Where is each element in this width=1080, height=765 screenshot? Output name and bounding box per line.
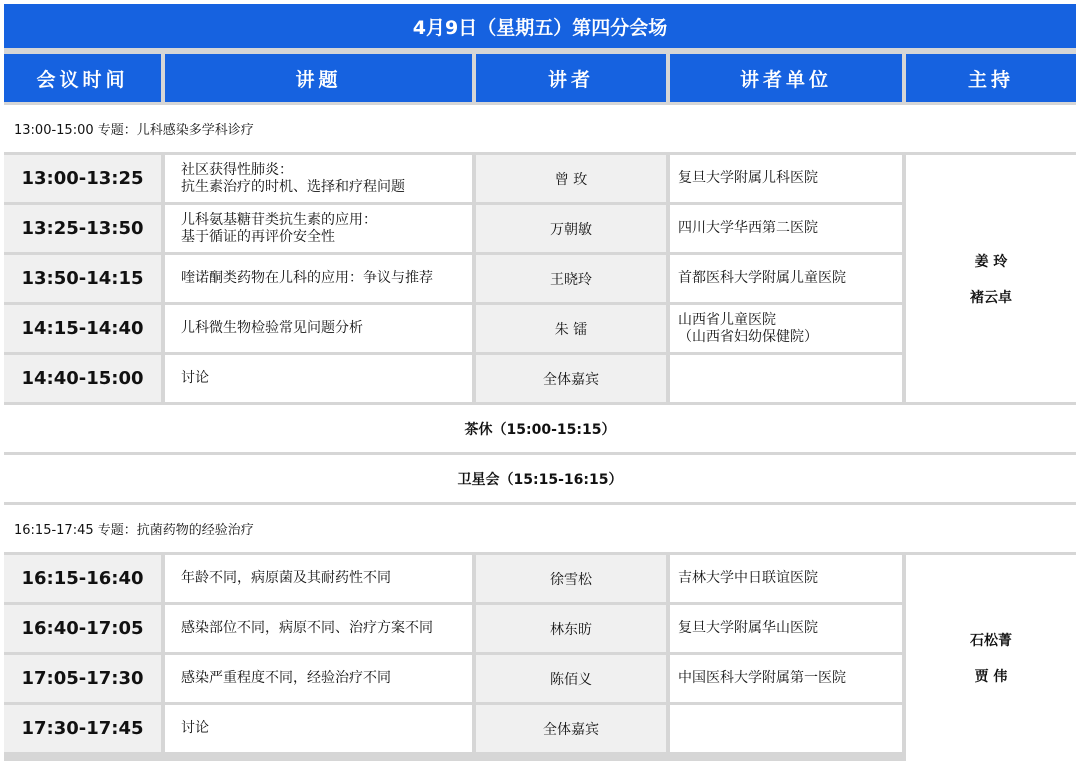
tea-break: 茶休（15:00-15:15） — [4, 405, 1076, 452]
speaker-name: 曾 玫 — [476, 155, 666, 202]
talk-topic — [165, 705, 472, 752]
session-time: 16:15-16:40 — [4, 555, 161, 602]
session-time: 14:40-15:00 — [4, 355, 161, 402]
topic-line: 感染部位不同，病原不同、治疗方案不同 — [181, 620, 433, 636]
session2-label: 16:15-17:45 专题：抗菌药物的经验治疗 — [4, 505, 1076, 552]
speaker-name: 朱 镭 — [476, 305, 666, 352]
speaker-name: 林东昉 — [476, 605, 666, 652]
speaker-name: 王晓玲 — [476, 255, 666, 302]
unit-line: 首都医科大学附属儿童医院 — [678, 270, 846, 286]
session-time: 16:40-17:05 — [4, 605, 161, 652]
talk-topic — [165, 205, 472, 252]
speaker-unit — [670, 155, 902, 202]
session-time: 13:25-13:50 — [4, 205, 161, 252]
speaker-unit — [670, 305, 902, 352]
topic-line: 社区获得性肺炎： — [181, 161, 293, 178]
satellite-meeting: 卫星会（15:15-16:15） — [4, 455, 1076, 502]
topic-line: 讨论 — [181, 370, 209, 386]
session-time: 17:30-17:45 — [4, 705, 161, 752]
session1-label: 13:00-15:00 专题：儿科感染多学科诊疗 — [4, 105, 1076, 152]
session2-hosts — [906, 555, 1076, 761]
talk-topic — [165, 655, 472, 702]
host-name: 贾 伟 — [974, 669, 1008, 685]
header-topic: 讲题 — [165, 54, 472, 102]
host-name: 姜 玲 — [974, 253, 1008, 270]
speaker-unit — [670, 605, 902, 652]
host-name: 褚云卓 — [970, 289, 1012, 306]
topic-line: 年龄不同，病原菌及其耐药性不同 — [181, 570, 391, 586]
unit-line: 吉林大学中日联谊医院 — [678, 570, 818, 586]
speaker-unit — [670, 255, 902, 302]
unit-line: 复旦大学附属华山医院 — [678, 620, 818, 636]
speaker-name: 万朝敏 — [476, 205, 666, 252]
session-time: 13:50-14:15 — [4, 255, 161, 302]
topic-line: 儿科微生物检验常见问题分析 — [181, 320, 363, 336]
header-time: 会议时间 — [4, 54, 161, 102]
topic-line: 基于循证的再评价安全性 — [181, 228, 335, 245]
session1-hosts — [906, 155, 1076, 402]
header-speaker: 讲者 — [476, 54, 666, 102]
session-time: 17:05-17:30 — [4, 655, 161, 702]
speaker-name: 全体嘉宾 — [476, 705, 666, 752]
unit-line: （山西省妇幼保健院） — [678, 328, 818, 345]
topic-line: 儿科氨基糖苷类抗生素的应用： — [181, 211, 377, 228]
unit-line: 山西省儿童医院 — [678, 311, 776, 328]
topic-line: 喹诺酮类药物在儿科的应用：争议与推荐 — [181, 270, 433, 286]
speaker-unit — [670, 205, 902, 252]
talk-topic — [165, 355, 472, 402]
unit-line: 中国医科大学附属第一医院 — [678, 670, 846, 686]
speaker-name: 陈佰义 — [476, 655, 666, 702]
session-time: 13:00-13:25 — [4, 155, 161, 202]
speaker-unit — [670, 555, 902, 602]
page-title: 4月9日（星期五）第四分会场 — [4, 4, 1076, 48]
talk-topic — [165, 605, 472, 652]
topic-line: 感染严重程度不同，经验治疗不同 — [181, 670, 391, 686]
talk-topic — [165, 555, 472, 602]
speaker-name: 徐雪松 — [476, 555, 666, 602]
speaker-name: 全体嘉宾 — [476, 355, 666, 402]
speaker-unit — [670, 705, 902, 752]
topic-line: 抗生素治疗的时机、选择和疗程问题 — [181, 178, 405, 195]
topic-line: 讨论 — [181, 720, 209, 736]
speaker-unit — [670, 355, 902, 402]
talk-topic — [165, 255, 472, 302]
unit-line: 复旦大学附属儿科医院 — [678, 170, 818, 186]
host-name: 石松菁 — [970, 633, 1012, 649]
unit-line: 四川大学华西第二医院 — [678, 220, 818, 236]
header-unit: 讲者单位 — [670, 54, 902, 102]
session-time: 14:15-14:40 — [4, 305, 161, 352]
speaker-unit — [670, 655, 902, 702]
header-host: 主持 — [906, 54, 1076, 102]
talk-topic — [165, 305, 472, 352]
talk-topic — [165, 155, 472, 202]
schedule-table — [4, 4, 1076, 761]
